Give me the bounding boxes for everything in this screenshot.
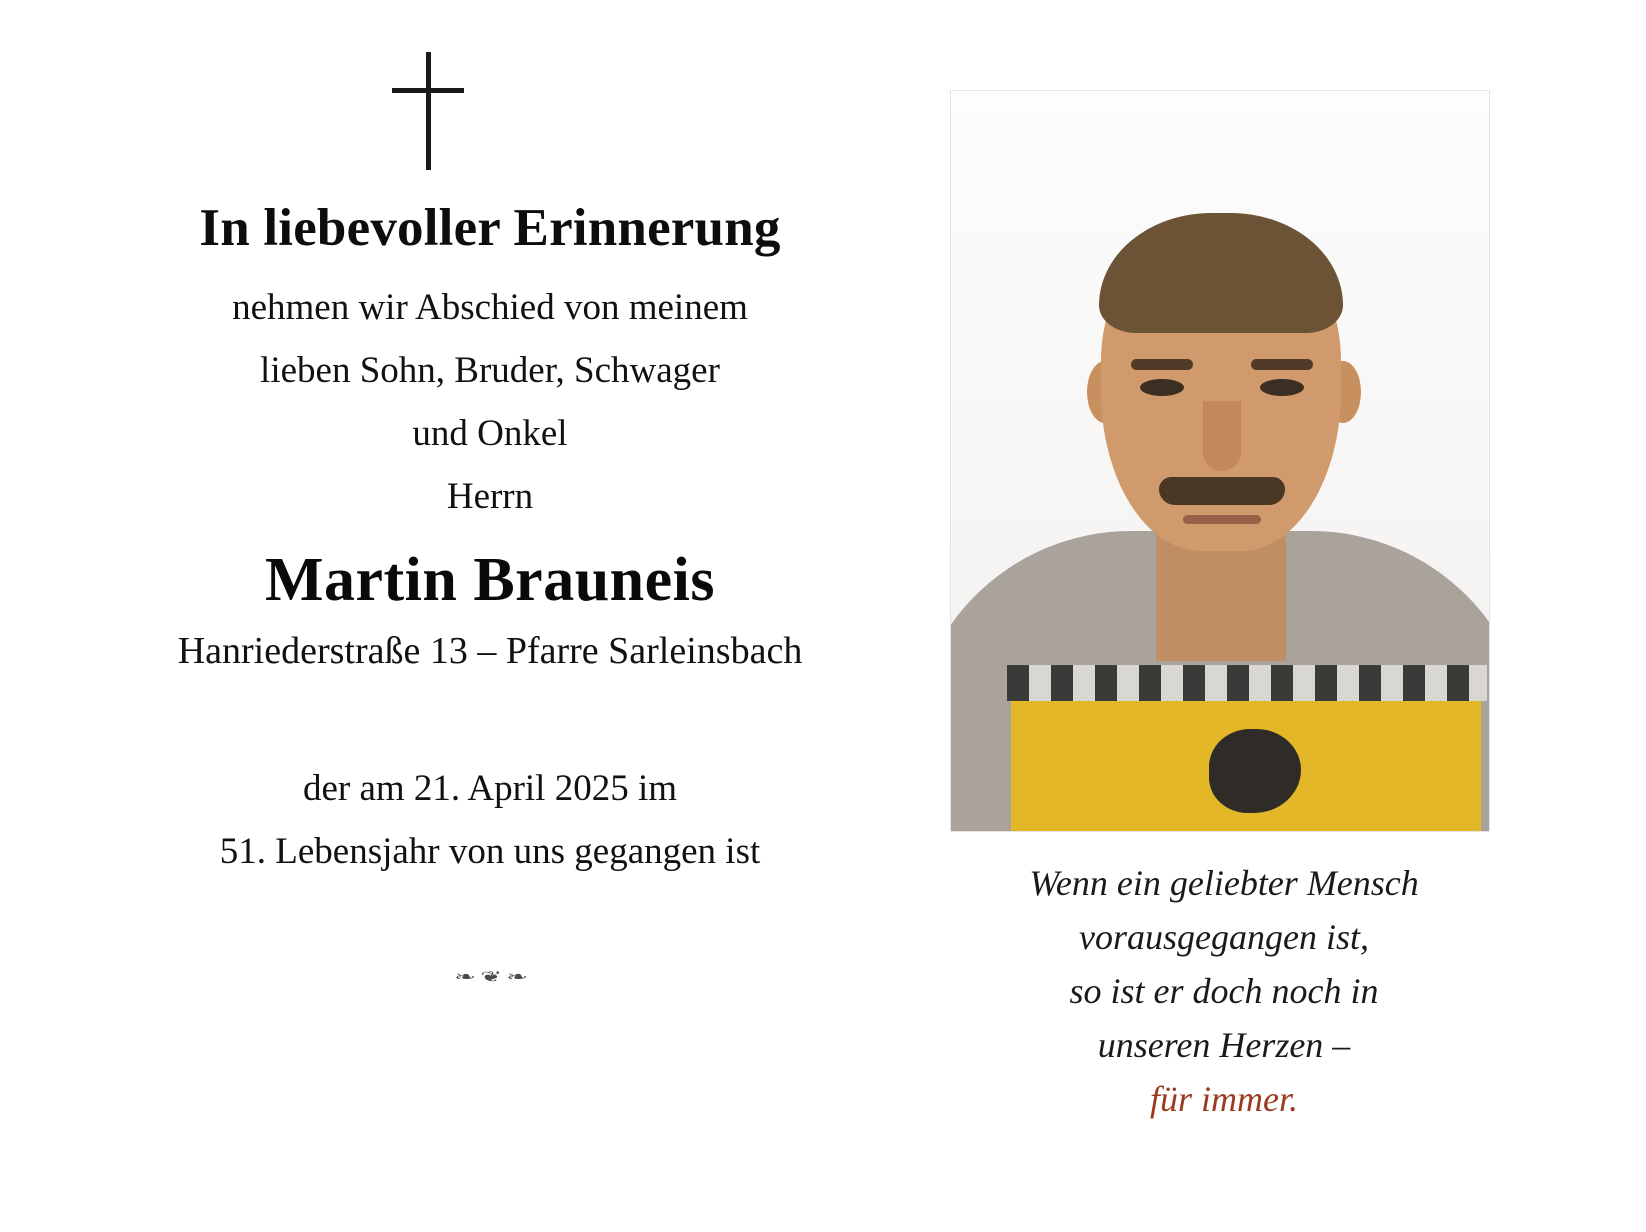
ornament-divider — [60, 962, 920, 986]
verse-line: Wenn ein geliebter Mensch — [1029, 863, 1419, 903]
memorial-intro — [60, 276, 920, 528]
deceased-name: Martin Brauneis — [264, 546, 716, 614]
photo-eyebrow-left — [1131, 359, 1193, 370]
verse-line: vorausgegangen ist, — [1079, 917, 1369, 957]
photo-mustache — [1159, 477, 1285, 505]
death-info — [60, 757, 920, 883]
intro-line: lieben Sohn, Bruder, Schwager — [260, 350, 720, 391]
cross-horizontal-bar — [392, 88, 464, 93]
photo-shirt-checker-stripe — [1007, 665, 1487, 701]
memorial-verse — [944, 856, 1504, 1126]
verse-line: unseren Herzen – — [1097, 1025, 1351, 1065]
death-line: der am 21. April 2025 im — [302, 768, 678, 809]
verse-last-line: für immer. — [1149, 1079, 1298, 1119]
intro-line: und Onkel — [412, 413, 568, 454]
memorial-headline: In liebevoller Erinnerung — [199, 199, 781, 257]
ornament-glyph: ❧ ❦ ❧ — [454, 968, 526, 986]
photo-eye-right — [1260, 379, 1304, 396]
photo-nose — [1203, 401, 1241, 471]
intro-line: nehmen wir Abschied von meinem — [232, 287, 748, 328]
verse-line: so ist er doch noch in — [1069, 971, 1379, 1011]
intro-line: Herrn — [446, 476, 534, 517]
photo-mouth — [1183, 515, 1261, 524]
death-line: 51. Lebensjahr von uns gegangen ist — [219, 831, 761, 872]
cross-vertical-bar — [426, 52, 431, 170]
deceased-address: Hanriederstraße 13 – Pfarre Sarleinsbach — [177, 630, 803, 672]
photo-eye-left — [1140, 379, 1184, 396]
portrait-photo — [950, 90, 1490, 832]
text-column — [60, 0, 920, 1232]
photo-eyebrow-right — [1251, 359, 1313, 370]
cross-icon — [60, 52, 920, 172]
photo-column — [950, 0, 1590, 1232]
